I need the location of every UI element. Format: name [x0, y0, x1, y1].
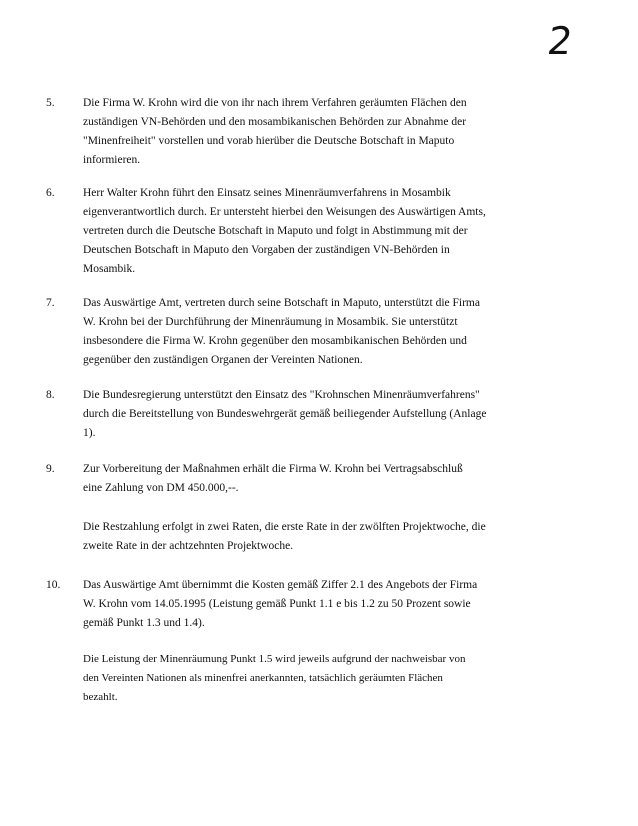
item-number: 9.	[46, 463, 55, 475]
text-line: Das Auswärtige Amt, vertreten durch seine Botschaft in Maputo, unterstützt die Firma	[83, 297, 480, 309]
paragraph-restzahlung	[83, 518, 523, 556]
text-line: durch die Bereitstellung von Bundeswehrgerät gemäß beiliegender Aufstellung (Anlage	[83, 408, 487, 420]
text-line: Das Auswärtige Amt übernimmt die Kosten gemäß Ziffer 2.1 des Angebots der Firma	[83, 579, 478, 591]
paragraph-leistung	[83, 650, 523, 707]
text-line: eine Zahlung von DM 450.000,--.	[83, 482, 239, 494]
text-line: Die Firma W. Krohn wird die von ihr nach ihrem Verfahren geräumten Flächen den	[83, 97, 467, 109]
item-number: 5.	[46, 97, 55, 109]
item-text	[83, 184, 523, 279]
text-line: vertreten durch die Deutsche Botschaft in Maputo und folgt in Abstimmung mit der	[83, 225, 468, 237]
text-line: Mosambik.	[83, 263, 136, 275]
text-line: informieren.	[83, 154, 141, 166]
text-line: Herr Walter Krohn führt den Einsatz seines Minenräumverfahrens in Mosambik	[83, 187, 451, 199]
text-line: Die Bundesregierung unterstützt den Einsatz des "Krohnschen Minenräumverfahrens"	[83, 389, 480, 401]
item-number: 6.	[46, 187, 55, 199]
text-line: eigenverantwortlich durch. Er untersteht hierbei den Weisungen des Auswärtigen Amts,	[83, 206, 486, 218]
text-line: zuständigen VN-Behörden und den mosambikanischen Behörden zur Abnahme der	[83, 116, 467, 128]
text-line: insbesondere die Firma W. Krohn gegenüber den mosambikanischen Behörden und	[83, 335, 467, 347]
item-number: 7.	[46, 297, 55, 309]
item-number: 10.	[46, 579, 61, 591]
item-text	[83, 294, 523, 370]
item-text	[83, 386, 523, 443]
text-line: W. Krohn bei der Durchführung der Minenräumung in Mosambik. Sie unterstützt	[83, 316, 458, 328]
text-line: gegenüber den zuständigen Organen der Vereinten Nationen.	[83, 354, 363, 366]
item-text	[83, 460, 523, 498]
text-line: W. Krohn vom 14.05.1995 (Leistung gemäß Punkt 1.1 e bis 1.2 zu 50 Prozent sowie	[83, 598, 471, 610]
text-line: Deutschen Botschaft in Maputo den Vorgaben der zuständigen VN-Behörden in	[83, 244, 450, 256]
text-line: Zur Vorbereitung der Maßnahmen erhält die Firma W. Krohn bei Vertragsabschluß	[83, 463, 463, 475]
item-number: 8.	[46, 389, 55, 401]
text-line: den Vereinten Nationen als minenfrei anerkannten, tatsächlich geräumten Flächen	[83, 672, 443, 684]
handwritten-page-number: 2	[544, 19, 576, 63]
text-line: 1).	[83, 427, 96, 439]
text-line: "Minenfreiheit" vorstellen und vorab hierüber die Deutsche Botschaft in Maputo	[83, 135, 455, 147]
item-text	[83, 576, 523, 633]
text-line: bezahlt.	[83, 691, 118, 703]
text-line: Die Leistung der Minenräumung Punkt 1.5 wird jeweils aufgrund der nachweisbar von	[83, 653, 466, 665]
text-line: gemäß Punkt 1.3 und 1.4).	[83, 617, 205, 629]
text-line: Die Restzahlung erfolgt in zwei Raten, die erste Rate in der zwölften Projektwoche, die	[83, 521, 486, 533]
text-line: zweite Rate in der achtzehnten Projektwoche.	[83, 540, 294, 552]
item-text	[83, 94, 523, 170]
